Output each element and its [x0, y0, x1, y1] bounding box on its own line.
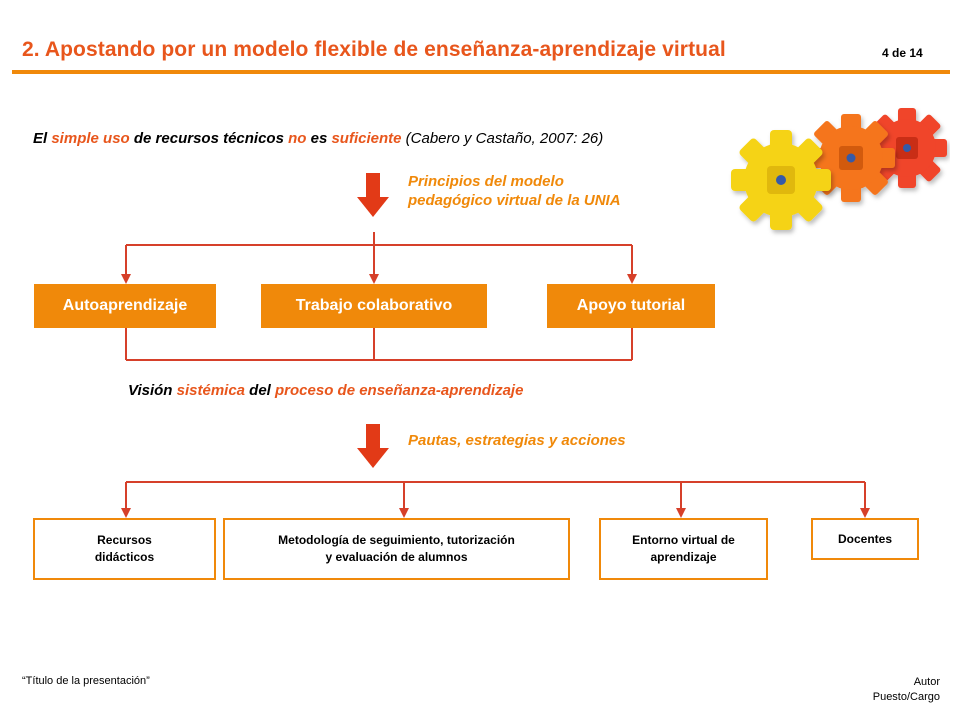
guidelines-label: Pautas, estrategias y acciones [408, 432, 626, 449]
footer-author-block [800, 675, 940, 705]
footer-presentation-title: “Título de la presentación” [22, 675, 150, 687]
footer-position: Puesto/Cargo [872, 691, 940, 703]
intro-segment: de recursos técnicos [133, 130, 289, 147]
vision-segment: sistémica [176, 382, 250, 399]
outcome-recursos-didacticos [33, 518, 216, 580]
vision-segment: Visión [128, 382, 177, 399]
vision-segment: proceso de enseñanza-aprendizaje [275, 382, 524, 399]
vision-statement [128, 382, 523, 399]
outcome-line: y evaluación de alumnos [325, 550, 468, 564]
outcome-line: Docentes [837, 531, 893, 546]
outcome-docentes [811, 518, 919, 560]
down-arrow-icon [357, 424, 389, 468]
intro-segment: no [288, 130, 311, 147]
outcome-line: Recursos [97, 533, 152, 547]
outcome-line: didácticos [94, 550, 155, 564]
intro-citation: (Cabero y Castaño, 2007: 26) [405, 130, 604, 147]
outcome-line: aprendizaje [650, 550, 717, 564]
principles-line-2: pedagógico virtual de la UNIA [408, 192, 621, 209]
outcome-line: Metodología de seguimiento, tutorización [278, 533, 515, 547]
intro-segment: El [33, 130, 52, 147]
slide-title: 2. Apostando por un modelo flexible de enseñanza-aprendizaje virtual [22, 38, 726, 61]
pillar-autoaprendizaje: Autoaprendizaje [34, 284, 216, 328]
outcome-line: Entorno virtual de [632, 533, 735, 547]
page-number: 4 de 14 [882, 46, 923, 60]
outcome-metodologia [223, 518, 570, 580]
intro-segment: simple uso [51, 130, 134, 147]
pillar-apoyo-tutorial: Apoyo tutorial [547, 284, 715, 328]
intro-segment: suficiente [331, 130, 406, 147]
intro-segment: es [310, 130, 332, 147]
principles-line-1: Principios del modelo [408, 173, 564, 190]
pillar-trabajo-colaborativo: Trabajo colaborativo [261, 284, 487, 328]
outcome-entorno-virtual [599, 518, 768, 580]
footer-author: Autor [913, 676, 940, 688]
vision-segment: del [249, 382, 276, 399]
